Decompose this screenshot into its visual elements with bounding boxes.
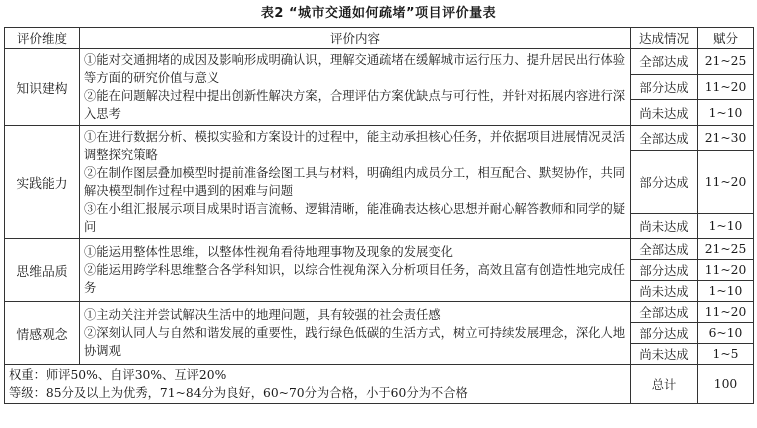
- level-score: 21~25: [698, 49, 754, 75]
- level-label: 尚未达成: [631, 100, 698, 126]
- content-emotion: [80, 302, 631, 365]
- level-label: 尚未达成: [631, 281, 698, 302]
- level-score: 11~20: [698, 302, 754, 323]
- table-row: [5, 239, 754, 260]
- level-label: 部分达成: [631, 260, 698, 281]
- weights-note: 权重：师评50%、自评30%、互评20%: [9, 368, 227, 382]
- dimension-emotion: 情感观念: [5, 302, 80, 365]
- content-item: ①在进行数据分析、模拟实验和方案设计的过程中，能主动承担核心任务，并依据项目进展情况灵活调整探究策略: [84, 130, 626, 162]
- level-score: 11~20: [698, 150, 754, 213]
- grades-note: 等级：85分及以上为优秀，71~84分为良好，60~70分为合格，小于60分为不合格: [9, 386, 468, 400]
- header-content: 评价内容: [80, 28, 631, 49]
- header-score: 赋分: [698, 28, 754, 49]
- level-label: 全部达成: [631, 49, 698, 75]
- content-item: ②在制作图层叠加模型时提前准备绘图工具与材料，明确组内成员分工，相互配合、默契协作，共同解决模型制作过程中遇到的困难与问题: [84, 166, 626, 198]
- level-label: 部分达成: [631, 323, 698, 344]
- content-item: ①主动关注并尝试解决生活中的地理问题，具有较强的社会责任感: [84, 308, 441, 322]
- dimension-thinking: 思维品质: [5, 239, 80, 302]
- header-row: [5, 28, 754, 49]
- level-score: 1~10: [698, 100, 754, 126]
- level-score: 6~10: [698, 323, 754, 344]
- dimension-practice: 实践能力: [5, 126, 80, 239]
- evaluation-table: [4, 27, 754, 404]
- level-score: 1~5: [698, 344, 754, 365]
- level-label: 尚未达成: [631, 344, 698, 365]
- dimension-knowledge: 知识建构: [5, 49, 80, 126]
- level-score: 1~10: [698, 281, 754, 302]
- table-row: [5, 49, 754, 75]
- total-value: 100: [698, 365, 754, 404]
- table-row: [5, 302, 754, 323]
- content-item: ②深刻认同人与自然和谐发展的重要性，践行绿色低碳的生活方式，树立可持续发展理念，深化人地协调观: [84, 326, 626, 358]
- level-score: 1~10: [698, 214, 754, 239]
- level-label: 部分达成: [631, 74, 698, 100]
- level-label: 全部达成: [631, 239, 698, 260]
- content-item: ③在小组汇报展示项目成果时语言流畅、逻辑清晰，能准确表达核心思想并耐心解答教师和同学的疑问: [84, 202, 626, 234]
- content-item: ①能对交通拥堵的成因及影响形成明确认识，理解交通疏堵在缓解城市运行压力、提升居民出行体验等方面的研究价值与意义: [84, 53, 626, 85]
- level-score: 11~20: [698, 260, 754, 281]
- table-row: [5, 126, 754, 151]
- content-thinking: [80, 239, 631, 302]
- level-score: 11~20: [698, 74, 754, 100]
- total-label: 总计: [631, 365, 698, 404]
- footer-notes: [5, 365, 631, 404]
- content-item: ②能在问题解决过程中提出创新性解决方案，合理评估方案优缺点与可行性，并针对拓展内容进行深入思考: [84, 89, 626, 121]
- level-label: 部分达成: [631, 150, 698, 213]
- table-title: 表2 “城市交通如何疏堵”项目评价量表: [260, 6, 497, 21]
- footer-row: [5, 365, 754, 404]
- level-label: 全部达成: [631, 302, 698, 323]
- content-item: ②能运用跨学科思维整合各学科知识，以综合性视角深入分析项目任务，高效且富有创造性地完成任务: [84, 263, 626, 295]
- level-label: 全部达成: [631, 126, 698, 151]
- content-knowledge: [80, 49, 631, 126]
- level-score: 21~25: [698, 239, 754, 260]
- content-item: ①能运用整体性思维，以整体性视角看待地理事物及现象的发展变化: [84, 245, 453, 259]
- level-score: 21~30: [698, 126, 754, 151]
- level-label: 尚未达成: [631, 214, 698, 239]
- header-dimension: 评价维度: [5, 28, 80, 49]
- header-status: 达成情况: [631, 28, 698, 49]
- content-practice: [80, 126, 631, 239]
